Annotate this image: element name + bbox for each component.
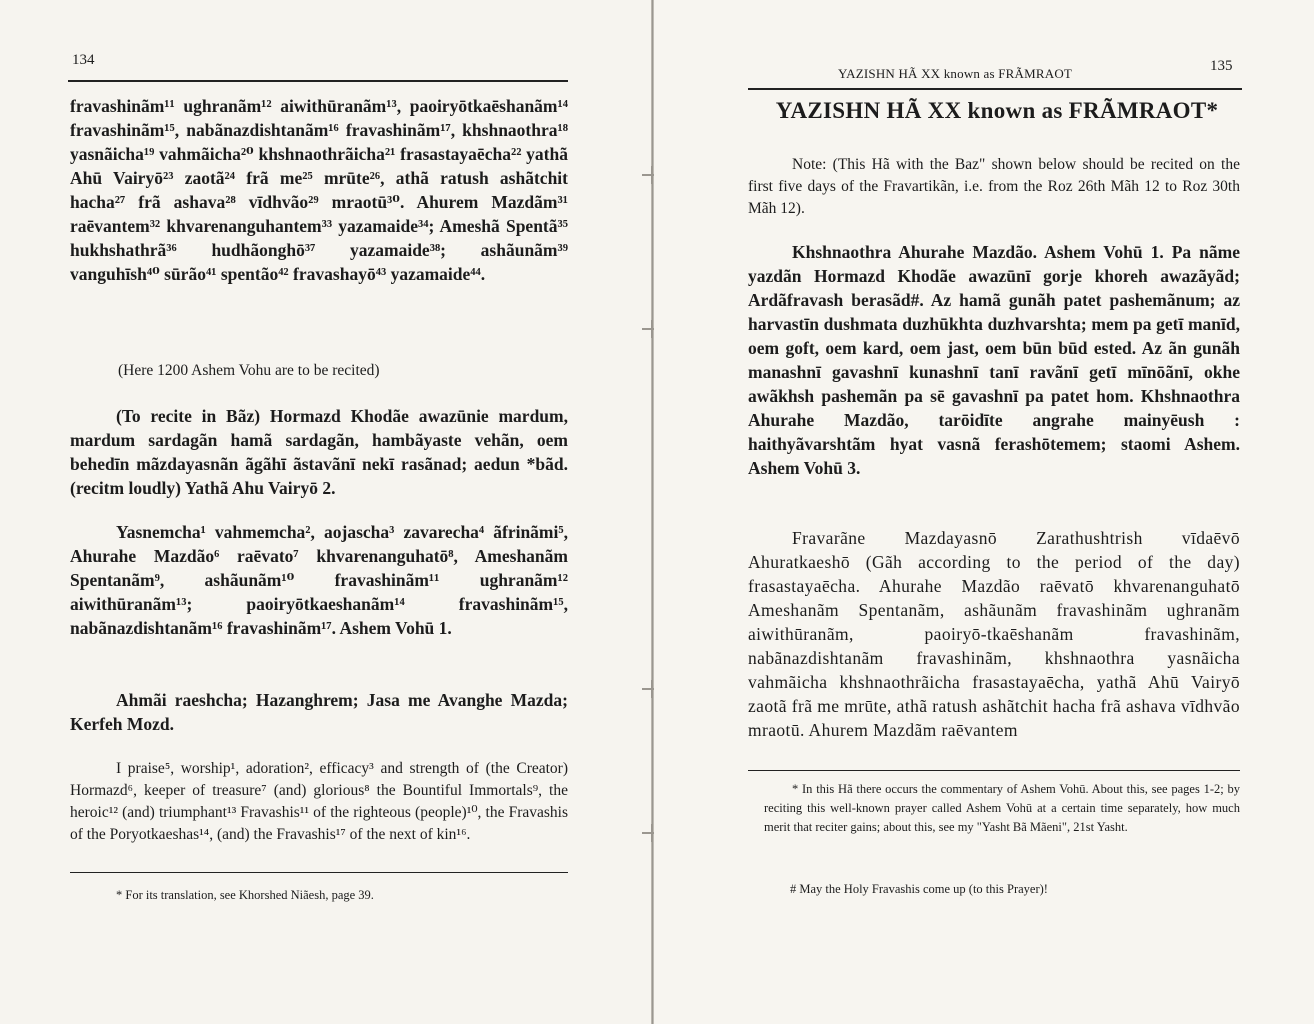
footnote-left [116,886,566,905]
page-number-left: 134 [72,52,95,68]
translation-paragraph [70,758,568,846]
paragraph: (To recite in Bãz) Hormazd Khodãe awazūnie mardum, mardum sardagãn hamã sardagãn, hambãyaste vehãn, oem behedīn mãzdayasnãn ãgãhī ãstavãnī nekī rasãnad; aedun *bãd. (recitm loudly) Yathã Ahu Vairyō 2. [70,406,568,498]
paragraph: Yasnemcha¹ vahmemcha², aojascha³ zavarecha⁴ ãfrinãmi⁵, Ahurahe Mazdão⁶ raēvato⁷ khvarenanguhatō⁸, Ameshanãm Spentanãm⁹, ashãunãm¹⁰ fravashinãm¹¹ ughranãm¹² aiwithūranãm¹³; paoiryōtkaeshanãm¹⁴ fravashinãm¹⁵, nabãnazdishtanãm¹⁶ fravashinãm¹⁷. Ashem Vohū 1. [70,522,568,638]
paragraph: Note: (This Hã with the Baz" shown below should be recited on the first five days of the Fravartikãn, i.e. from the Roz 26th Mãh 12 to Roz 30th Mãh 12). [748,156,1240,217]
baz-passage [70,404,568,500]
recitation-note [748,154,1240,220]
paragraph: Fravarãne Mazdayasnō Zarathushtrish vīdaēvō Ahuratkaeshō (Gãh according to the period of the day) frasastayaēcha. Ahurahe Mazdão raēvatō khvarenanguhatō Ameshanãm Spentanãm, ashãunãm fravashinãm ughranãm aiwithūranãm, paoiryō-tkaēshanãm fravashinãm, nabãnazdishtanãm fravashinãm, khshnaothra yasnãicha vahmãicha khshnaothrãicha frasastayaēcha, yathã Ahū Vairyō zaotã frã me mrūte, athã ratush ashãtchit hacha frã ashava vīdhvão mraotū. Ahurem Mazdãm raēvantem [748,528,1240,740]
paragraph: fravashinãm¹¹ ughranãm¹² aiwithūranãm¹³, paoiryōtkaēshanãm¹⁴ fravashinãm¹⁵, nabãnazdishtanãm¹⁶ fravashinãm¹⁷, khshnaothra¹⁸ yasnãicha¹⁹ vahmãicha²⁰ khshnaothrãicha²¹ frasastayaēcha²² yathã Ahū Vairyō²³ zaotã²⁴ frã me²⁵ mrūte²⁶, athã ratush ashãtchit hacha²⁷ frã ashava²⁸ vīdhvão²⁹ mraotū³⁰. Ahurem Mazdãm³¹ raēvantem³² khvarenanguhantem³³ yazamaide³⁴; Ameshã Spentã³⁵ hukhshathrã³⁶ hudhãonghō³⁷ yazamaide³⁸; ashãunãm³⁹ vanguhīsh⁴⁰ sūrão⁴¹ spentão⁴² fravashayō⁴³ yazamaide⁴⁴. [70,96,568,284]
chapter-title: YAZISHN HÃ XX known as FRÃMRAOT* [775,98,1219,123]
avesta-passage-1 [70,94,568,286]
paragraph: I praise⁵, worship¹, adoration², efficacy³ and strength of (the Creator) Hormazd⁶, keeper of treasure⁷ (and) glorious⁸ the Bountiful Immortals⁹, the heroic¹² (and) triumphant¹³ Fravashis¹¹ of the righteous (people)¹⁰, the Fravashis of the Poryotkaeshas¹⁴, (and) the Fravashis¹⁷ of the next of kin¹⁶. [70,760,568,843]
prayer-list [70,688,568,736]
avesta-passage-2 [70,520,568,640]
footnote-right-1 [764,780,1240,837]
recitation-instruction [118,360,568,382]
footnote-rule-right [748,770,1240,771]
left-page [0,0,652,1024]
footnote-right-2 [790,880,1240,899]
page-number-right: 135 [1210,58,1233,74]
baz-patet-passage [748,240,1240,480]
footnote-rule-left [70,872,568,873]
paragraph: Khshnaothra Ahurahe Mazdão. Ashem Vohū 1. Pa nãme yazdãn Hormazd Khodãe awazūnī gorje khoreh awazãyãd; Ardãfravash berasãd#. Az hamã gunãh patet pashemãnum; az harvastīn dushmata duzhūkhta duzhvarshta; mem pa getī manīd, oem goft, oem kard, oem jast, oem būn būd ested. Az ãn gunãh manashnī gavashnī kunashnī tanī ravãnī getī mīnōãnī, okhe awãkhsh pashemãn pa sē gavashnī pa patet hom. Khshnaothra Ahurahe Mazdão, tarōidīte angrahe mainyēush : haithyãvarshtãm hyat vasnã ferashōtemem; staomi Ashem. Ashem Vohū 3. [748,242,1240,478]
footnote-text: * In this Hã there occurs the commentary of Ashem Vohū. About this, see pages 1-2; by reciting this well-known prayer called Ashem Vohū at a certain time separately, how much merit that reciter gains; about this, see my "Yasht Bã Mãeni", 21st Yasht. [764,782,1240,834]
paragraph: (Here 1200 Ashem Vohu are to be recited) [118,362,380,379]
footnote-text: # May the Holy Fravashis come up (to this Prayer)! [790,882,1048,896]
fravarane-passage [748,526,1240,742]
running-head: YAZISHN HÃ XX known as FRÃMRAOT [838,66,1073,81]
footnote-text: * For its translation, see Khorshed Niãesh, page 39. [116,888,374,902]
header-rule-left [68,80,568,82]
paragraph: Ahmãi raeshcha; Hazanghrem; Jasa me Avanghe Mazda; Kerfeh Mozd. [70,690,568,734]
header-rule-right [748,88,1242,90]
